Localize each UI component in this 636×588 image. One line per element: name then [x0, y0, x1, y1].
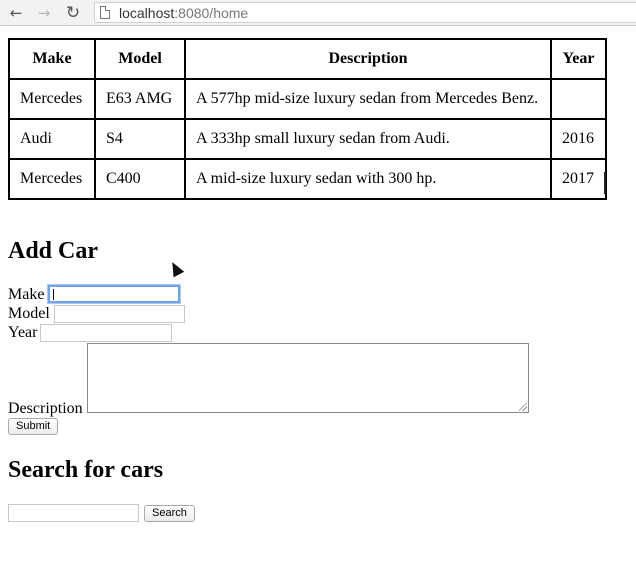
- cell-description: A mid-size luxury sedan with 300 hp.: [185, 159, 551, 199]
- search-heading: Search for cars: [8, 457, 164, 483]
- cell-make: Mercedes: [9, 159, 95, 199]
- cell-make: Audi: [9, 119, 95, 159]
- year-input[interactable]: [40, 324, 172, 342]
- add-car-heading: Add Car: [8, 238, 99, 264]
- cars-table: [8, 38, 607, 200]
- cell-model: C400: [95, 159, 185, 199]
- description-textarea[interactable]: [87, 343, 529, 413]
- forward-icon[interactable]: →: [37, 4, 51, 22]
- description-label: Description: [8, 400, 83, 417]
- make-input[interactable]: [48, 285, 180, 303]
- table-row: [9, 119, 606, 159]
- column-header-year: Year: [551, 39, 606, 79]
- search-button[interactable]: Search: [144, 505, 195, 522]
- resize-grip-icon[interactable]: [519, 403, 527, 411]
- table-header-row: [9, 39, 606, 79]
- year-label: Year: [8, 324, 38, 341]
- page-icon: [100, 6, 110, 19]
- reload-icon[interactable]: ↻: [65, 3, 81, 23]
- back-icon[interactable]: ←: [9, 4, 23, 22]
- url-text: [119, 5, 248, 21]
- url-host: localhost: [119, 5, 175, 21]
- url-path: :8080/home: [174, 5, 249, 21]
- column-header-description: Description: [185, 39, 551, 79]
- browser-toolbar: [0, 0, 636, 26]
- model-label: Model: [8, 305, 50, 322]
- mouse-cursor-icon: [167, 259, 184, 277]
- cell-year: [551, 79, 606, 119]
- cell-model: S4: [95, 119, 185, 159]
- cell-make: Mercedes: [9, 79, 95, 119]
- cell-description: A 333hp small luxury sedan from Audi.: [185, 119, 551, 159]
- address-bar[interactable]: [94, 2, 636, 23]
- model-input[interactable]: [54, 305, 185, 323]
- text-caret: [53, 289, 54, 300]
- cell-description: A 577hp mid-size luxury sedan from Mercedes Benz.: [185, 79, 551, 119]
- column-header-model: Model: [95, 39, 185, 79]
- search-input[interactable]: [8, 504, 139, 522]
- window-edge: [604, 172, 606, 194]
- column-header-make: Make: [9, 39, 95, 79]
- cell-year: 2016: [551, 119, 606, 159]
- table-row: [9, 79, 606, 119]
- cell-model: E63 AMG: [95, 79, 185, 119]
- table-row: [9, 159, 606, 199]
- submit-button[interactable]: Submit: [8, 418, 58, 435]
- cell-year: 2017: [551, 159, 606, 199]
- make-label: Make: [8, 286, 45, 303]
